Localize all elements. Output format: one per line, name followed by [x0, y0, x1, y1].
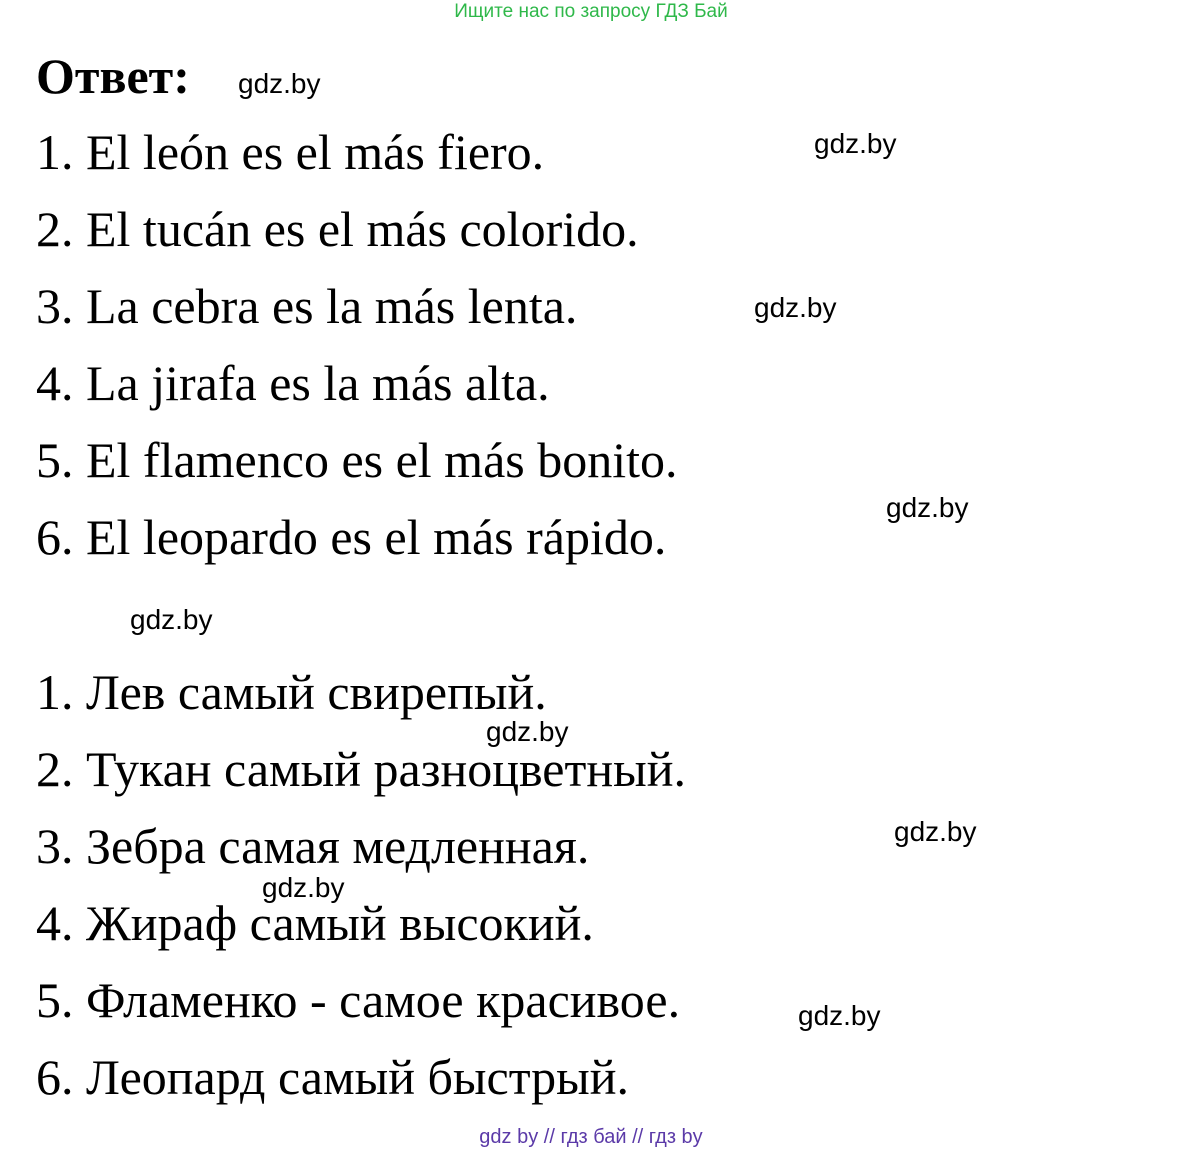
- footer-links: gdz by // гдз бай // гдз by: [479, 1126, 703, 1148]
- russian-line-1: 1. Лев самый свирепый.: [36, 664, 547, 720]
- russian-line-4: 4. Жираф самый высокий.: [36, 895, 594, 951]
- top-banner: Ищите нас по запросу ГДЗ Бай: [454, 1, 728, 22]
- russian-line-3: 3. Зебра самая медленная.: [36, 818, 590, 874]
- answer-heading: Ответ:: [36, 48, 190, 104]
- spanish-line-4: 4. La jirafa es la más alta.: [36, 355, 550, 411]
- russian-line-6: 6. Леопард самый быстрый.: [36, 1049, 630, 1105]
- russian-line-2: 2. Тукан самый разноцветный.: [36, 741, 686, 797]
- spanish-line-3: 3. La cebra es la más lenta.: [36, 278, 578, 334]
- spanish-line-1: 1. El león es el más fiero.: [36, 124, 545, 180]
- spanish-line-5: 5. El flamenco es el más bonito.: [36, 432, 678, 488]
- watermark: gdz.by: [262, 872, 345, 903]
- watermark: gdz.by: [886, 492, 969, 523]
- watermark: gdz.by: [798, 1000, 881, 1031]
- russian-line-5: 5. Фламенко - самое красивое.: [36, 972, 681, 1028]
- watermark: gdz.by: [894, 816, 977, 847]
- watermark: gdz.by: [238, 68, 321, 99]
- watermark: gdz.by: [130, 604, 213, 635]
- spanish-line-6: 6. El leopardo es el más rápido.: [36, 509, 667, 565]
- watermark: gdz.by: [486, 716, 569, 747]
- watermark: gdz.by: [814, 128, 897, 159]
- spanish-line-2: 2. El tucán es el más colorido.: [36, 201, 639, 257]
- watermark: gdz.by: [754, 292, 837, 323]
